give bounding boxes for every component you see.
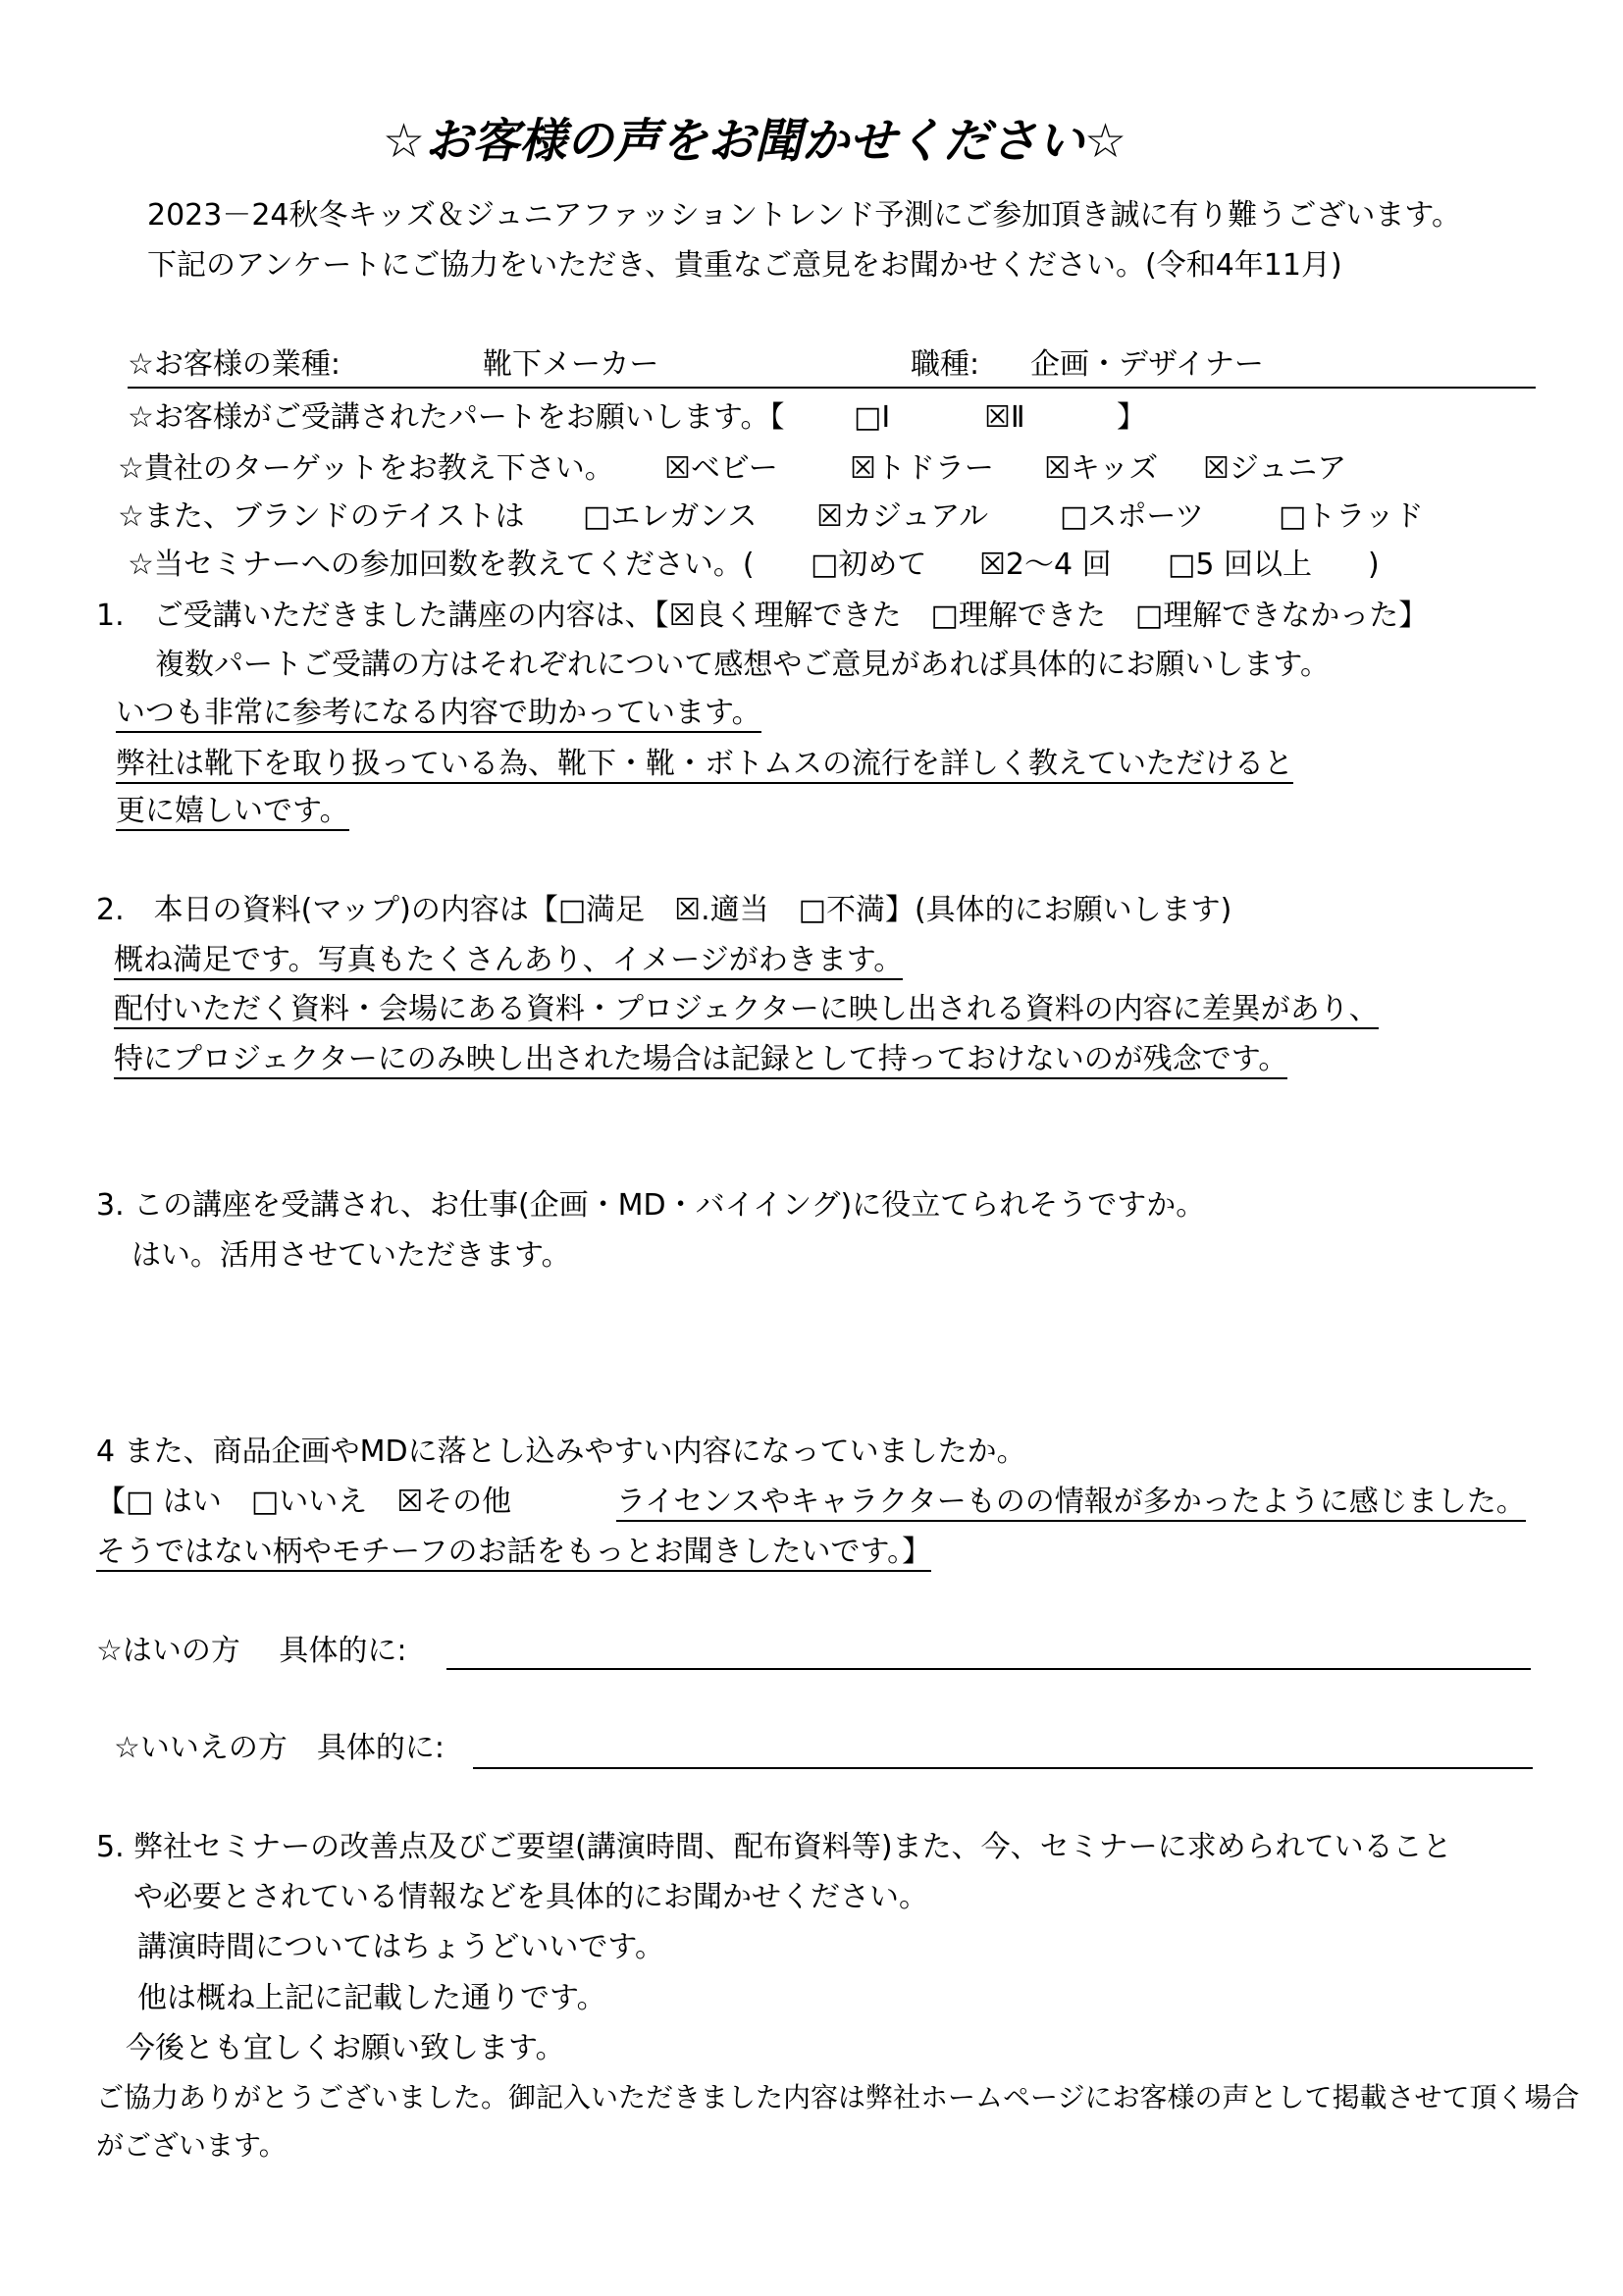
q4-options: 【□ はい □いいえ ☒その他 <box>96 1485 512 1519</box>
taste-label: ☆また、ブランドのテイストは <box>118 499 525 534</box>
survey-title: ☆お客様の声をお聞かせください☆ <box>383 114 1127 169</box>
q5-question-1: 5. 弊社セミナーの改善点及びご要望(講演時間、配布資料等)また、今、セミナーに求められていること <box>96 1830 1452 1864</box>
q3-answer: はい。活用させていただきます。 <box>131 1238 571 1273</box>
q5-answer-2: 他は概ね上記に記載した通りです。 <box>137 1981 606 2015</box>
q1-answer-2: 弊社は靴下を取り扱っている為、靴下・靴・ボトムスの流行を詳しく教えていただけると <box>116 750 1293 784</box>
target-option-kids: ☒キッズ <box>1044 451 1159 486</box>
taste-option-trad: □トラッド <box>1279 499 1424 534</box>
taste-option-casual: ☒カジュアル <box>816 499 989 534</box>
q2-question: 2. 本日の資料(マップ)の内容は【□満足 ☒.適当 □不満】(具体的にお願いします) <box>96 893 1232 927</box>
q4-question: 4 また、商品企画やMDに落とし込みやすい内容になっていましたか。 <box>96 1435 1026 1469</box>
q4-yes-line <box>446 1668 1531 1670</box>
q2-answer-1: 概ね満足です。写真もたくさんあり、イメージがわきます。 <box>114 946 903 980</box>
job-value: 企画・デザイナー <box>1030 347 1264 382</box>
q1-answer-3: 更に嬉しいです。 <box>116 797 349 831</box>
q3-question: 3. この講座を受講され、お仕事(企画・MD・バイイング)に役立てられそうですか。 <box>96 1188 1206 1223</box>
q5-question-2: や必要とされている情報などを具体的にお聞かせください。 <box>133 1880 928 1914</box>
job-label: 職種: <box>911 347 980 382</box>
target-option-toddler: ☒トドラー <box>850 451 994 486</box>
target-option-baby: ☒ベビー <box>664 451 778 486</box>
taste-option-elegance: □エレガンス <box>583 499 758 534</box>
taste-option-sports: □スポーツ <box>1060 499 1205 534</box>
part-close: 】 <box>1117 400 1146 435</box>
q4-no-label: ☆いいえの方 具体的に: <box>114 1731 445 1765</box>
industry-value: 靴下メーカー <box>483 347 659 382</box>
count-option-5plus: □5 回以上 <box>1168 548 1312 582</box>
count-label: ☆当セミナーへの参加回数を教えてください。( <box>128 548 755 582</box>
q2-answer-3: 特にプロジェクターにのみ映し出された場合は記録として持っておけないのが残念です。 <box>114 1045 1287 1079</box>
footer-line-2: がございます。 <box>96 2129 287 2162</box>
q1-question: 1. ご受講いただきました講座の内容は、【☒良く理解できた □理解できた □理解できなかった】 <box>96 599 1429 633</box>
q1-subtext: 複数パートご受講の方はそれぞれについて感想やご意見があれば具体的にお願いします。 <box>155 648 1330 682</box>
part-option-2: ☒Ⅱ <box>984 400 1025 435</box>
part-option-1: □I <box>854 400 891 435</box>
q4-answer-2: そうではない柄やモチーフのお話をもっとお聞きしたいです。】 <box>96 1538 931 1572</box>
q1-answer-1: いつも非常に参考になる内容で助かっています。 <box>116 699 761 733</box>
footer-line-1: ご協力ありがとうございました。御記入いただきました内容は弊社ホームページにお客様の声として掲載させて頂く場合 <box>96 2081 1580 2113</box>
count-close: ) <box>1368 548 1380 582</box>
q4-yes-label: ☆はいの方 具体的に: <box>96 1634 407 1668</box>
q5-answer-3: 今後とも宜しくお願い致します。 <box>126 2031 565 2065</box>
part-label: ☆お客様がご受講されたパートをお願いします。【 <box>128 400 785 435</box>
industry-underline <box>128 387 1536 389</box>
intro-line-1: 2023－24秋冬キッズ＆ジュニアファッショントレンド予測にご参加頂き誠に有り難うございます。 <box>147 198 1461 233</box>
intro-line-2: 下記のアンケートにご協力をいただき、貴重なご意見をお聞かせください。(令和4年11月) <box>147 248 1342 283</box>
q2-answer-2: 配付いただく資料・会場にある資料・プロジェクターに映し出される資料の内容に差異があり、 <box>114 995 1379 1029</box>
q4-answer-1: ライセンスやキャラクターものの情報が多かったように感じました。 <box>616 1487 1526 1522</box>
count-option-2to4: ☒2～4 回 <box>979 548 1112 582</box>
target-label: ☆貴社のターゲットをお教え下さい。 <box>118 451 614 486</box>
count-option-first: □初めて <box>811 548 927 582</box>
q4-no-line <box>473 1767 1533 1769</box>
target-option-junior: ☒ジュニア <box>1203 451 1347 486</box>
q5-answer-1: 講演時間についてはちょうどいいです。 <box>137 1930 664 1964</box>
industry-label: ☆お客様の業種: <box>128 347 341 382</box>
